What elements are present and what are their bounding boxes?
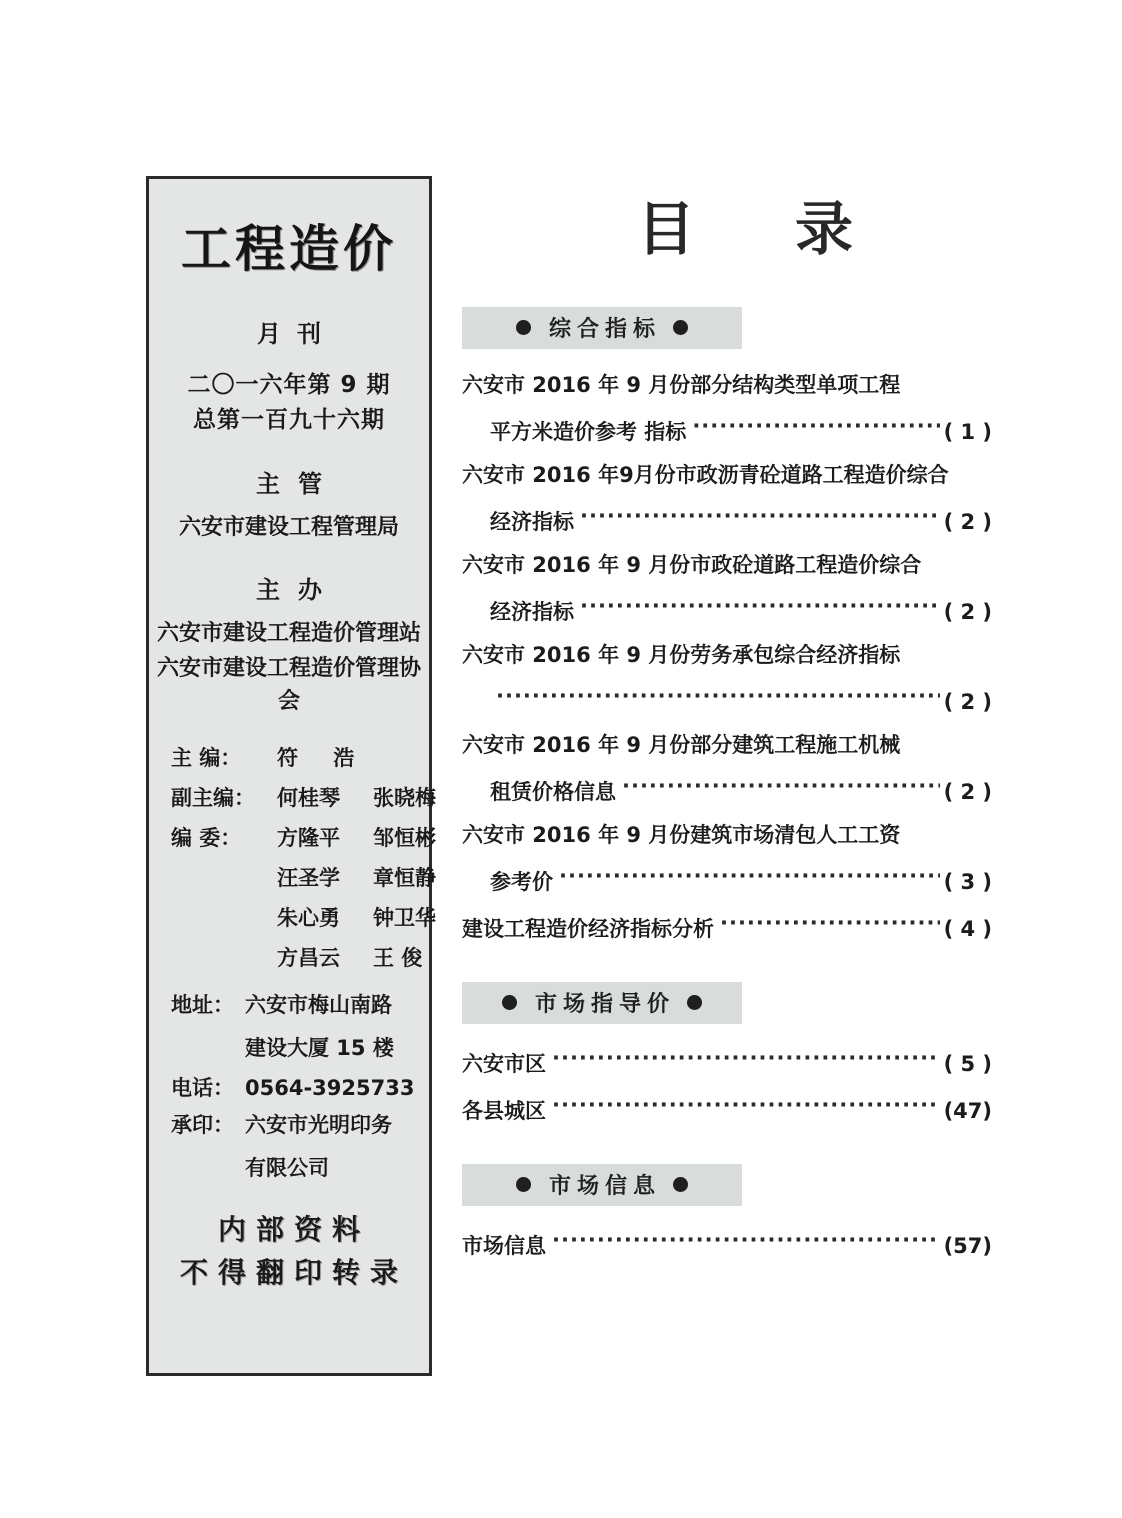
toc-entry-text: 参考价 — [490, 869, 553, 894]
toc-entry-line-single — [462, 915, 992, 940]
toc-page-number: ( 2 ) — [943, 689, 992, 714]
toc-page-number: ( 1 ) — [943, 419, 992, 444]
masthead-panel — [146, 176, 436, 1376]
toc-entry-text: 租赁价格信息 — [490, 779, 616, 804]
toc-page-number: (47) — [943, 1098, 992, 1123]
toc-entry[interactable] — [462, 822, 992, 894]
notice-line-1: 内部资料 — [217, 1212, 370, 1246]
toc-entry-text: 六安市 2016 年9月份市政沥青砼道路工程造价综合 — [462, 462, 949, 487]
contact-block — [149, 992, 429, 1182]
toc-entry[interactable] — [462, 462, 992, 534]
page-title — [462, 195, 992, 265]
toc-entry-line-single — [462, 1232, 992, 1257]
toc-page-number: ( 2 ) — [943, 509, 992, 534]
toc-entry[interactable] — [462, 1050, 992, 1075]
phone-label: 电话： — [171, 1075, 234, 1100]
section-title: 市场指导价 — [534, 992, 675, 1018]
masthead-content — [149, 179, 436, 1294]
toc-page-number: ( 2 ) — [943, 599, 992, 624]
section-header-text — [502, 987, 702, 1018]
toc-entry-text: 六安市区 — [462, 1051, 546, 1076]
toc-page-number: (57) — [943, 1233, 992, 1258]
toc-entry-text: 六安市 2016 年 9 月份市政砼道路工程造价综合 — [462, 552, 922, 577]
section-header-text — [516, 312, 688, 343]
toc-entry-text: 各县城区 — [462, 1098, 546, 1123]
bullet-icon — [673, 1177, 688, 1192]
dot-leader — [580, 508, 940, 529]
staff-member-name: 张晓梅 — [373, 785, 436, 810]
supervisor-label: 主管 — [256, 469, 340, 498]
staff-member-name: 王 俊 — [373, 945, 423, 970]
staff-member-name: 方昌云 — [277, 945, 340, 970]
toc-page-number: ( 4 ) — [943, 916, 992, 941]
toc-entry-text: 市场信息 — [462, 1233, 546, 1258]
address-row — [171, 992, 421, 1017]
toc-entry[interactable] — [462, 372, 992, 444]
toc-page-number: ( 2 ) — [943, 779, 992, 804]
toc-entry-line-2 — [462, 868, 992, 893]
staff-row — [171, 825, 436, 850]
staff-member-name: 章恒静 — [373, 865, 436, 890]
toc-entry[interactable] — [462, 732, 992, 804]
address-value: 六安市梅山南路 — [245, 992, 392, 1017]
toc-entry-line-single — [462, 1050, 992, 1075]
section-header-market-information — [462, 1164, 742, 1206]
table-of-contents — [462, 195, 992, 1279]
toc-entry[interactable] — [462, 1097, 992, 1122]
section-header-market-guide-price — [462, 982, 742, 1024]
phone-value: 0564-3925733 — [245, 1075, 415, 1100]
toc-entry[interactable] — [462, 1232, 992, 1257]
toc-entry-text: 六安市 2016 年 9 月份部分建筑工程施工机械 — [462, 732, 901, 757]
bullet-icon — [673, 320, 688, 335]
issue-number: 二〇一六年第 9 期 — [187, 372, 391, 398]
address-label: 地址： — [171, 992, 234, 1017]
section-header-text — [516, 1169, 688, 1200]
toc-page-number: ( 3 ) — [943, 869, 992, 894]
printer-row — [171, 1112, 421, 1137]
dot-leader — [559, 868, 940, 889]
staff-member-name: 钟卫华 — [373, 905, 436, 930]
staff-row — [171, 785, 436, 810]
serial-number: 总第一百九十六期 — [193, 407, 385, 434]
journal-title: 工程造价 — [181, 219, 397, 278]
staff-member-name: 何桂琴 — [277, 785, 340, 810]
toc-entry-line-single — [462, 1097, 992, 1122]
bullet-icon — [502, 995, 517, 1010]
phone-row — [171, 1075, 421, 1100]
toc-entry-line-2 — [462, 688, 992, 713]
toc-entry-line-2 — [462, 598, 992, 623]
bullet-icon — [687, 995, 702, 1010]
toc-title-right: 录 — [795, 195, 858, 263]
toc-entry-line-1 — [462, 372, 992, 397]
bullet-icon — [516, 320, 531, 335]
toc-title-left: 目 — [636, 195, 699, 263]
toc-entry-line-1 — [462, 822, 992, 847]
staff-role-label: 编 委： — [171, 825, 242, 850]
address-value-line2: 建设大厦 15 楼 — [245, 1035, 394, 1060]
staff-member-name: 符 浩 — [277, 745, 369, 770]
notice-line-2: 不得翻印转录 — [179, 1256, 408, 1290]
staff-role-label: 主 编： — [171, 745, 242, 770]
organizer-name-1: 六安市建设工程造价管理站 — [156, 620, 421, 646]
section-header-comprehensive-indicators — [462, 307, 742, 349]
toc-entry-text: 六安市 2016 年 9 月份劳务承包综合经济指标 — [462, 642, 901, 667]
section-title: 市场信息 — [548, 1174, 661, 1200]
toc-page-number: ( 5 ) — [943, 1051, 992, 1076]
dot-leader — [622, 778, 940, 799]
dot-leader — [580, 598, 940, 619]
staff-role-label: 副主编： — [171, 785, 255, 810]
organizer-name-2: 六安市建设工程造价管理协会 — [156, 655, 421, 714]
printer-value: 六安市光明印务 — [245, 1112, 392, 1137]
staff-row — [171, 745, 419, 770]
toc-entry-text: 平方米造价参考 指标 — [490, 419, 687, 444]
staff-row — [171, 865, 436, 890]
toc-entry-line-2 — [462, 418, 992, 443]
staff-row — [171, 945, 423, 970]
periodicity-label: 月刊 — [257, 320, 337, 348]
toc-entry-line-1 — [462, 462, 992, 487]
dot-leader — [552, 1050, 940, 1071]
toc-entry-line-1 — [462, 552, 992, 577]
dot-leader — [552, 1097, 940, 1118]
editorial-staff-list — [149, 745, 436, 970]
dot-leader — [552, 1232, 940, 1253]
printer-label: 承印： — [171, 1112, 234, 1137]
toc-entry-line-1 — [462, 732, 992, 757]
staff-member-name: 方隆平 — [277, 825, 340, 850]
staff-row — [171, 905, 436, 930]
dot-leader — [692, 418, 939, 439]
internal-notice — [149, 1208, 429, 1295]
printer-value-line2: 有限公司 — [245, 1155, 329, 1180]
toc-entry-text: 六安市 2016 年 9 月份部分结构类型单项工程 — [462, 372, 901, 397]
toc-entry-line-2 — [462, 778, 992, 803]
toc-entry-line-1 — [462, 642, 992, 667]
staff-member-name: 汪圣学 — [277, 865, 340, 890]
toc-entry-text: 六安市 2016 年 9 月份建筑市场清包人工工资 — [462, 822, 901, 847]
staff-member-name: 邹恒彬 — [373, 825, 436, 850]
toc-entry[interactable] — [462, 915, 992, 940]
toc-entry-line-2 — [462, 508, 992, 533]
toc-entry-text: 经济指标 — [490, 509, 574, 534]
staff-member-name: 朱心勇 — [277, 905, 340, 930]
dot-leader — [720, 915, 940, 936]
organizer-label: 主办 — [256, 575, 340, 604]
bullet-icon — [516, 1177, 531, 1192]
supervisor-name: 六安市建设工程管理局 — [178, 514, 399, 540]
toc-entry-text: 建设工程造价经济指标分析 — [462, 916, 714, 941]
section-title: 综合指标 — [548, 317, 661, 343]
toc-entry-text: 经济指标 — [490, 599, 574, 624]
toc-entry[interactable] — [462, 552, 992, 624]
dot-leader — [496, 688, 940, 709]
toc-entry[interactable] — [462, 642, 992, 714]
